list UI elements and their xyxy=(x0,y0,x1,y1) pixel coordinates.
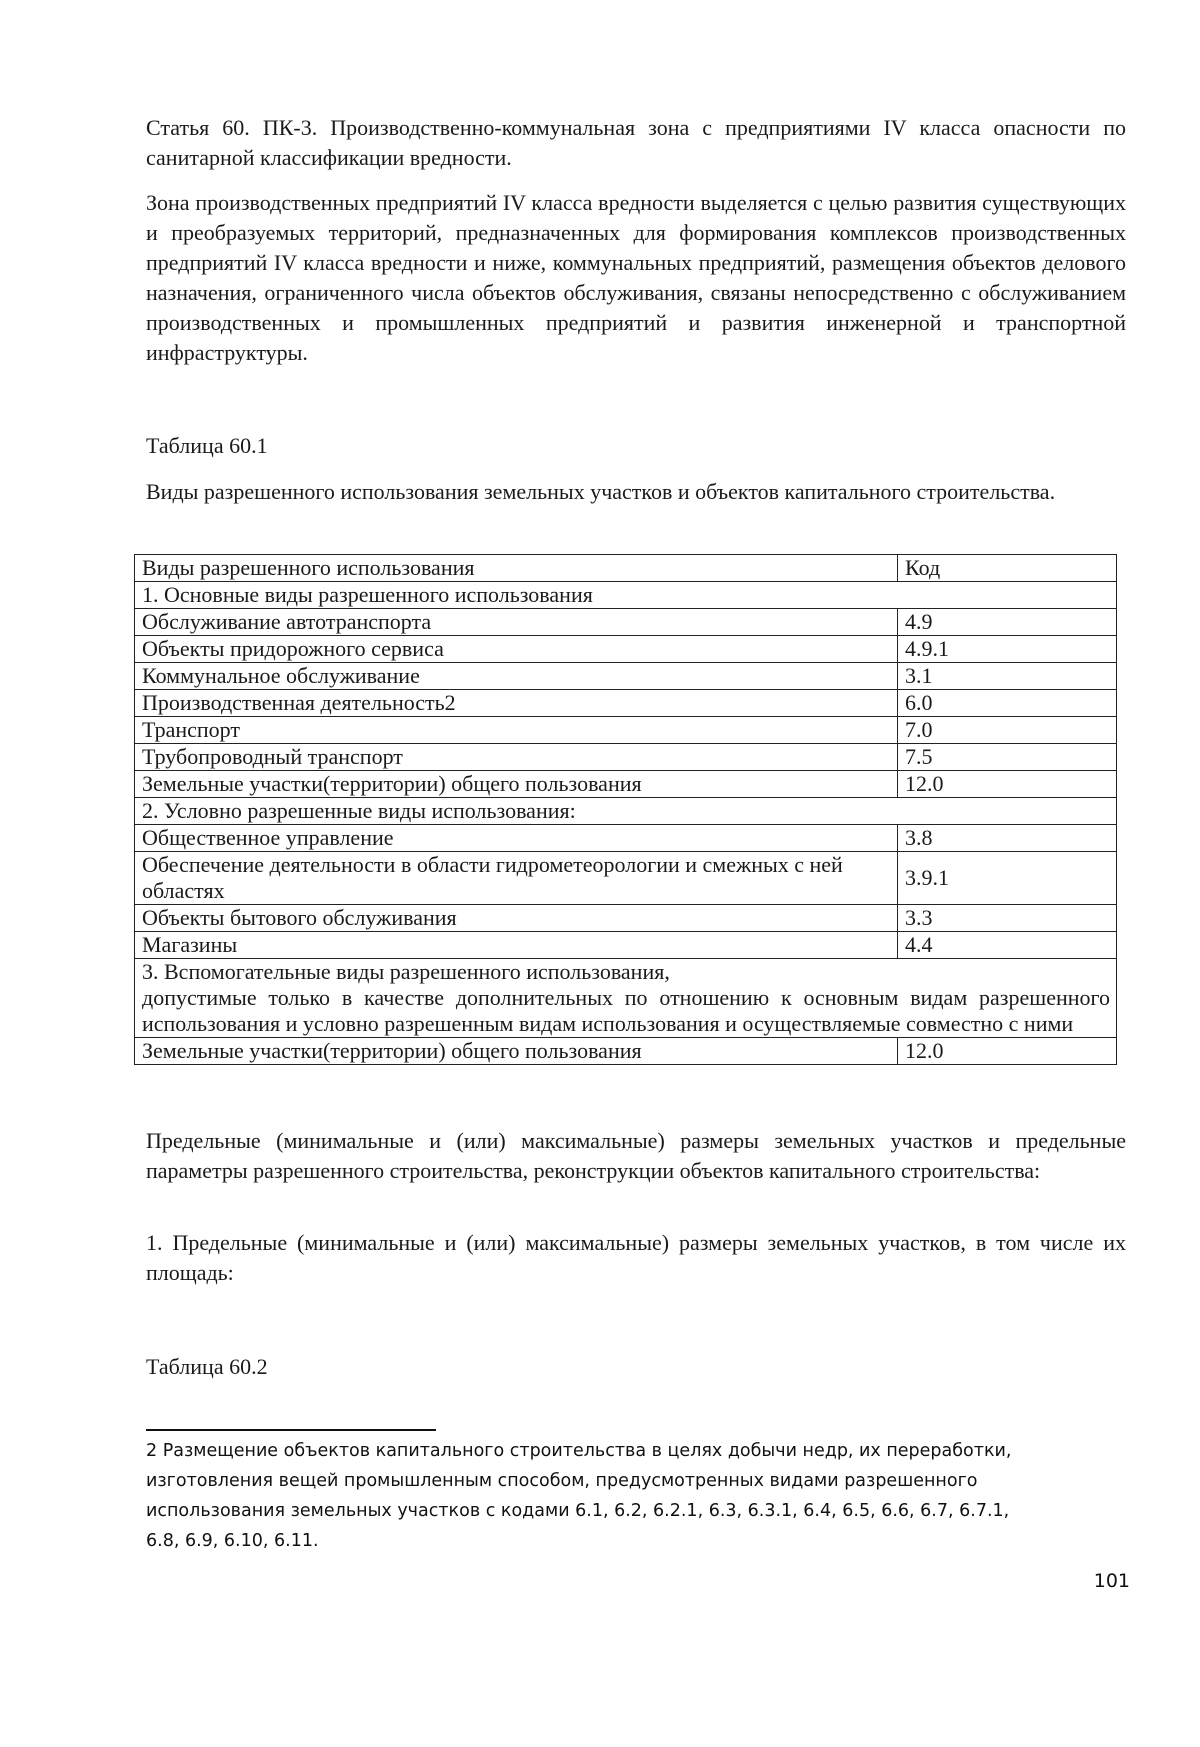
use-cell: Магазины xyxy=(135,932,898,959)
section-row xyxy=(135,959,1117,1038)
page-number: 101 xyxy=(1093,1570,1130,1592)
table-row xyxy=(135,717,1117,744)
footnote-separator xyxy=(146,1429,436,1431)
section-row xyxy=(135,798,1117,825)
code-cell: 3.8 xyxy=(898,825,1117,852)
section-cell xyxy=(135,959,1117,1038)
use-cell: Обеспечение деятельности в области гидрометеорологии и смежных с ней областях xyxy=(135,852,898,905)
code-cell: 4.9 xyxy=(898,609,1117,636)
limits-item-text: 1. Предельные (минимальные и (или) максимальные) размеры земельных участков, в том числе их площадь: xyxy=(146,1230,1126,1285)
table1-title xyxy=(146,477,1126,507)
use-cell: Общественное управление xyxy=(135,825,898,852)
code-cell: 7.0 xyxy=(898,717,1117,744)
article-intro xyxy=(146,188,1126,368)
table-row xyxy=(135,932,1117,959)
code-cell: 3.3 xyxy=(898,905,1117,932)
table-row xyxy=(135,771,1117,798)
table-row xyxy=(135,744,1117,771)
use-cell: Обслуживание автотранспорта xyxy=(135,609,898,636)
limits-intro xyxy=(146,1126,1126,1186)
table-row xyxy=(135,852,1117,905)
use-cell: Объекты придорожного сервиса xyxy=(135,636,898,663)
code-cell: 4.9.1 xyxy=(898,636,1117,663)
section-row xyxy=(135,582,1117,609)
article-heading-text: Статья 60. ПК-3. Производственно-коммунальная зона с предприятиями IV класса опасности по санитарной классификации вредности. xyxy=(146,115,1126,170)
section-subtitle: допустимые только в качестве дополнительных по отношению к основным видам разрешенного использования и условно разрешенным видам использования и осуществляемые совместно с ними xyxy=(142,985,1110,1036)
code-cell: 4.4 xyxy=(898,932,1117,959)
use-cell: Коммунальное обслуживание xyxy=(135,663,898,690)
section-title: 3. Вспомогательные виды разрешенного использования, xyxy=(142,959,670,984)
table-row xyxy=(135,609,1117,636)
table-row xyxy=(135,905,1117,932)
limits-intro-text: Предельные (минимальные и (или) максимальные) размеры земельных участков и предельные параметры разрешенного строительства, реконструкции объектов капитального строительства: xyxy=(146,1128,1126,1183)
table1-caption: Таблица 60.1 xyxy=(146,433,268,458)
header-code-cell: Код xyxy=(898,555,1117,582)
section-title: 1. Основные виды разрешенного использования xyxy=(135,582,1117,609)
table-row xyxy=(135,663,1117,690)
code-cell: 3.1 xyxy=(898,663,1117,690)
article-heading xyxy=(146,113,1126,173)
table1-title-text: Виды разрешенного использования земельных участков и объектов капитального строительства. xyxy=(146,479,1056,504)
use-cell: Трубопроводный транспорт xyxy=(135,744,898,771)
code-cell: 7.5 xyxy=(898,744,1117,771)
use-cell: Производственная деятельность2 xyxy=(135,690,898,717)
table-row xyxy=(135,690,1117,717)
use-cell: Транспорт xyxy=(135,717,898,744)
code-cell: 12.0 xyxy=(898,771,1117,798)
header-use-cell: Виды разрешенного использования xyxy=(135,555,898,582)
code-cell: 12.0 xyxy=(898,1038,1117,1065)
table-row xyxy=(135,1038,1117,1065)
code-cell: 3.9.1 xyxy=(898,852,1117,905)
table-row xyxy=(135,825,1117,852)
limits-item xyxy=(146,1228,1126,1288)
code-cell: 6.0 xyxy=(898,690,1117,717)
use-cell: Земельные участки(территории) общего пользования xyxy=(135,1038,898,1065)
article-intro-text: Зона производственных предприятий IV класса вредности выделяется с целью развития существующих и преобразуемых территорий, предназначенных для формирования комплексов производственных предприятий IV класса вредности и ниже, коммунальных предприятий, размещения объектов делового назначения, ограниченного числа объектов обслуживания, связаны непосредственно с обслуживанием производственных и промышленных предприятий и развития инженерной и транспортной инфраструктуры. xyxy=(146,190,1126,365)
footnote: 2 Размещение объектов капитального строительства в целях добычи недр, их переработки, изготовления вещей промышленным способом, предусмотренных видами разрешенного использования земельных участков с кодами 6.1, 6.2, 6.2.1, 6.3, 6.3.1, 6.4, 6.5, 6.6, 6.7, 6.7.1, 6.8, 6.9, 6.10, 6.11. xyxy=(146,1441,1012,1551)
table-row xyxy=(135,636,1117,663)
table2-caption: Таблица 60.2 xyxy=(146,1354,268,1379)
use-cell: Земельные участки(территории) общего пользования xyxy=(135,771,898,798)
table-header-row xyxy=(135,555,1117,582)
section-title: 2. Условно разрешенные виды использования: xyxy=(135,798,1117,825)
use-cell: Объекты бытового обслуживания xyxy=(135,905,898,932)
permitted-use-table xyxy=(134,554,1117,1065)
